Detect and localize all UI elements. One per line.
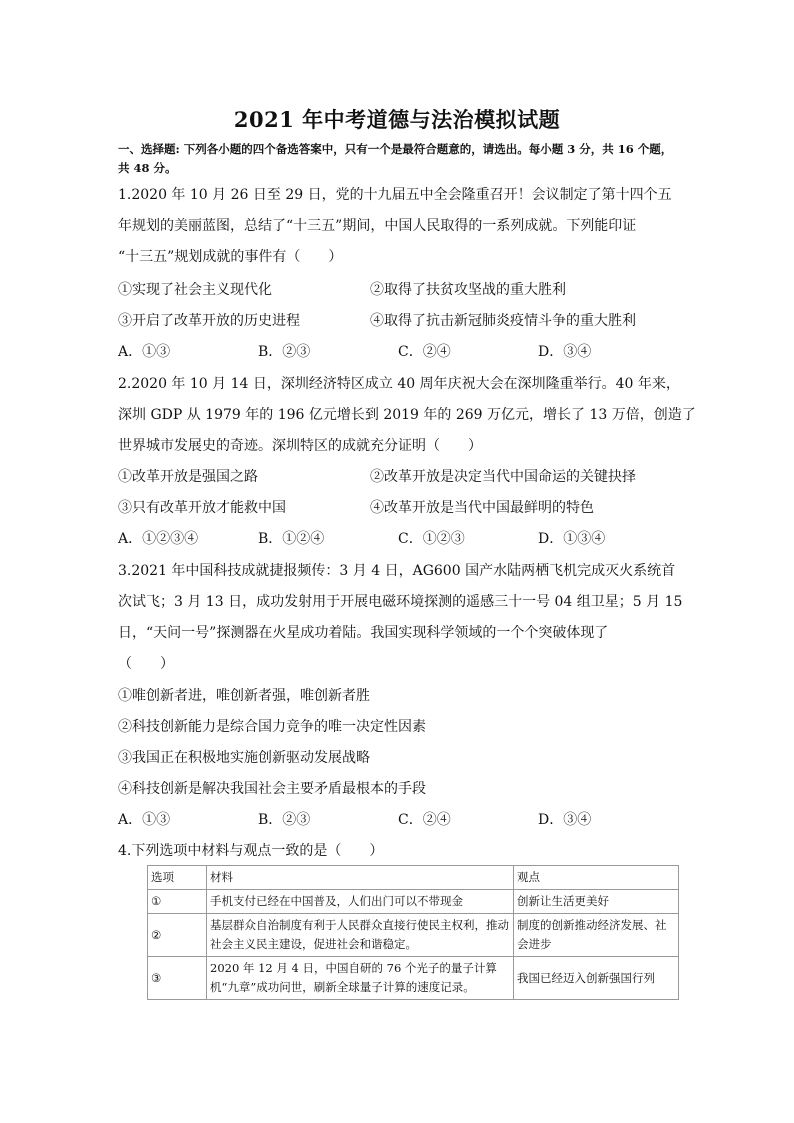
table-row	[148, 890, 679, 914]
q1-statement-2: ②取得了扶贫攻坚战的重大胜利	[370, 282, 566, 298]
page-title: 2021 年中考道德与法治模拟试题	[233, 107, 561, 132]
q3-line-1: 3.2021 年中国科技成就捷报频传：3 月 4 日，AG600 国产水陆两栖飞机完成灭火系统首	[118, 563, 676, 579]
table-cell-option: ③	[148, 957, 207, 1000]
q1-choice-b: B．②③	[258, 344, 311, 360]
q3-choice-a: A．①③	[118, 812, 171, 828]
q3-line-3: 日，“天问一号”探测器在火星成功着陆。我国实现科学领域的一个个突破体现了	[118, 625, 609, 641]
q3-choice-d: D．③④	[538, 812, 592, 828]
q2-line-1: 2.2020 年 10 月 14 日，深圳经济特区成立 40 周年庆祝大会在深圳隆重举行。40 年来，	[118, 376, 680, 392]
q1-choice-d: D．③④	[538, 344, 592, 360]
q2-statement-3: ③只有改革开放才能救中国	[118, 500, 286, 516]
table-cell-viewpoint: 制度的创新推动经济发展、社会进步	[514, 914, 679, 957]
q1-statement-3: ③开启了改革开放的历史进程	[118, 313, 300, 329]
table-cell-material: 手机支付已经在中国普及，人们出门可以不带现金	[207, 890, 514, 914]
q3-line-2: 次试飞；3 月 13 日，成功发射用于开展电磁环境探测的遥感三十一号 04 组卫星；5 月 15	[118, 594, 683, 610]
q2-choice-d: D．①③④	[538, 531, 606, 547]
q4-line-1: 4.下列选项中材料与观点一致的是（ ）	[118, 843, 384, 859]
q3-choice-b: B．②③	[258, 812, 311, 828]
q2-line-2: 深圳 GDP 从 1979 年的 196 亿元增长到 2019 年的 269 万亿元，增长了 13 万倍，创造了	[118, 407, 696, 423]
q3-statement-2: ②科技创新能力是综合国力竞争的唯一决定性因素	[118, 719, 426, 735]
q1-line-1: 1.2020 年 10 月 26 日至 29 日，党的十九届五中全会隆重召开！会议制定了第十四个五	[118, 187, 672, 203]
table-header-row	[148, 866, 679, 890]
q2-statement-2: ②改革开放是决定当代中国命运的关键抉择	[370, 469, 636, 485]
q1-choice-c: C．②④	[398, 344, 451, 360]
q3-statement-1: ①唯创新者进，唯创新者强，唯创新者胜	[118, 688, 370, 704]
table-cell-material: 2020 年 12 月 4 日，中国自研的 76 个光子的量子计算机“九章”成功问世，刷新全球量子计算的速度记录。	[207, 957, 514, 1000]
table-header-option: 选项	[148, 866, 207, 890]
table-row	[148, 914, 679, 957]
table-header-material: 材料	[207, 866, 514, 890]
q1-choice-a: A．①③	[118, 344, 171, 360]
section-header: 一、选择题: 下列各小题的四个备选答案中，只有一个是最符合题意的，请选出。每小题 3 分，共 16 个题，共 48 分。	[118, 142, 673, 175]
q3-line-4: （ ）	[118, 656, 174, 672]
table-row	[148, 957, 679, 1000]
q2-choice-c: C．①②③	[398, 531, 465, 547]
q3-choice-c: C．②④	[398, 812, 451, 828]
q3-statement-4: ④科技创新是解决我国社会主要矛盾最根本的手段	[118, 781, 426, 797]
material-table	[147, 865, 679, 1000]
q3-statement-3: ③我国正在积极地实施创新驱动发展战略	[118, 750, 370, 766]
q2-choice-a: A．①②③④	[118, 531, 199, 547]
q2-statement-1: ①改革开放是强国之路	[118, 469, 258, 485]
q2-line-3: 世界城市发展史的奇迹。深圳特区的成就充分证明（ ）	[118, 438, 482, 454]
table-cell-option: ②	[148, 914, 207, 957]
table-cell-viewpoint: 创新让生活更美好	[514, 890, 679, 914]
table-cell-viewpoint: 我国已经迈入创新强国行列	[514, 957, 679, 1000]
table-cell-option: ①	[148, 890, 207, 914]
q1-statement-1: ①实现了社会主义现代化	[118, 282, 272, 298]
q2-statement-4: ④改革开放是当代中国最鲜明的特色	[370, 500, 594, 516]
q1-line-2: 年规划的美丽蓝图，总结了“十三五”期间，中国人民取得的一系列成就。下列能印证	[118, 218, 637, 234]
q1-line-3: “十三五”规划成就的事件有（ ）	[118, 249, 343, 265]
q1-statement-4: ④取得了抗击新冠肺炎疫情斗争的重大胜利	[370, 313, 636, 329]
table-header-viewpoint: 观点	[514, 866, 679, 890]
table-cell-material: 基层群众自治制度有利于人民群众直接行使民主权利，推动社会主义民主建设，促进社会和谐稳定。	[207, 914, 514, 957]
q2-choice-b: B．①②④	[258, 531, 325, 547]
